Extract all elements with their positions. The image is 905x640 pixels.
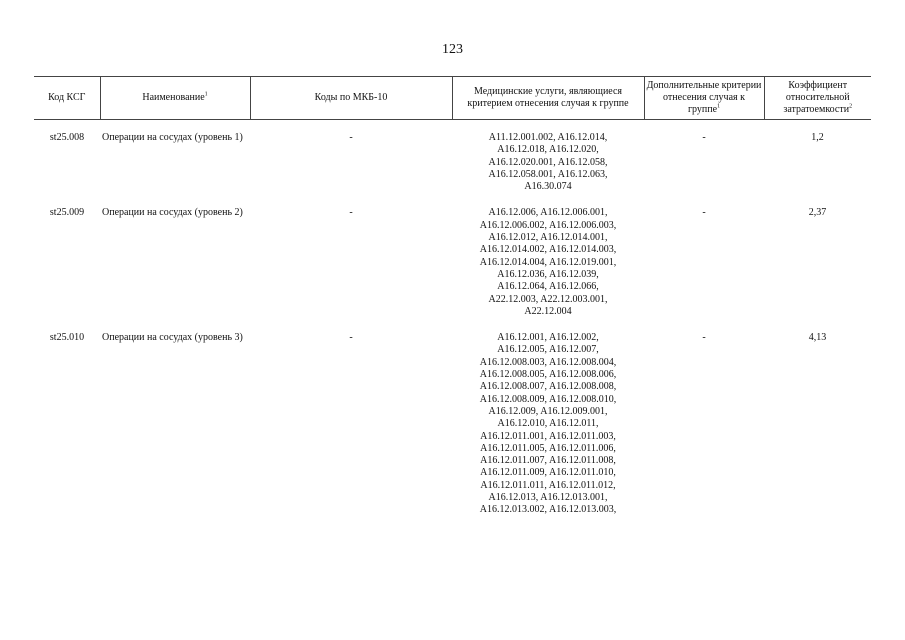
- service-code-line: A16.12.005, A16.12.007,: [497, 344, 599, 356]
- medical-services-cell: [452, 207, 644, 318]
- header-name: Наименование$^1$: [100, 77, 250, 120]
- coefficient-cell: 2,37: [808, 207, 827, 219]
- ksg-name-cell: Операции на сосудах (уровень 2): [102, 207, 243, 219]
- header-coefficient: Коэффициент относительной затратоемкости$^2$: [764, 77, 871, 120]
- ksg-name-cell: Операции на сосудах (уровень 1): [102, 132, 243, 143]
- header-services: Медицинские услуги, являющиеся критерием отнесения случая к группе: [452, 77, 644, 120]
- service-code-line: A16.12.008.009, A16.12.008.010,: [479, 393, 617, 405]
- service-code-line: A16.12.008.007, A16.12.008.008,: [479, 381, 617, 393]
- table-body: [34, 120, 871, 517]
- service-code-line: A16.12.010, A16.12.011,: [497, 418, 599, 430]
- service-code-line: A16.12.011.001, A16.12.011.003,: [480, 430, 616, 442]
- table-row: [34, 132, 871, 193]
- ksg-code-cell: st25.010: [49, 332, 85, 344]
- service-code-line: A16.12.058.001, A16.12.063,: [488, 168, 608, 180]
- additional-criteria-cell: -: [702, 207, 706, 219]
- service-code-line: A16.12.013.002, A16.12.013.003,: [479, 504, 617, 516]
- service-code-line: A16.12.018, A16.12.020,: [497, 144, 599, 156]
- service-code-line: A16.12.006.002, A16.12.006.003,: [479, 219, 617, 231]
- ksg-name-cell: Операции на сосудах (уровень 3): [102, 332, 243, 344]
- service-code-line: A16.12.008.005, A16.12.008.006,: [479, 369, 617, 381]
- table-header-row: [34, 77, 871, 120]
- ksg-code-cell: st25.008: [49, 132, 85, 143]
- service-code-line: A16.12.006, A16.12.006.001,: [488, 207, 608, 219]
- service-code-line: A16.12.013, A16.12.013.001,: [488, 492, 608, 504]
- service-code-line: A16.12.001, A16.12.002,: [497, 332, 599, 344]
- coefficient-cell: 4,13: [808, 332, 827, 344]
- service-code-line: A22.12.003, A22.12.003.001,: [488, 293, 608, 305]
- service-code-line: A16.12.014.004, A16.12.019.001,: [479, 256, 617, 268]
- service-code-line: A16.12.011.005, A16.12.011.006,: [480, 442, 616, 454]
- service-code-line: A11.12.001.002, A16.12.014,: [488, 132, 608, 143]
- coefficient-cell: 1,2: [811, 132, 824, 143]
- additional-criteria-cell: -: [702, 332, 706, 344]
- header-criteria: Дополнительные критерии отнесения случая к группе$^1$: [644, 77, 764, 120]
- service-code-line: A16.12.009, A16.12.009.001,: [488, 405, 608, 417]
- ksg-code-cell: st25.009: [49, 207, 85, 219]
- table-row: [34, 332, 871, 516]
- mkb-codes-cell: -: [349, 132, 353, 143]
- header-code: Код КСГ: [34, 77, 100, 120]
- page-number: 123: [442, 42, 463, 57]
- service-code-line: A16.30.074: [524, 181, 572, 193]
- service-code-line: A16.12.064, A16.12.066,: [497, 281, 599, 293]
- header-mkb: Коды по МКБ-10: [250, 77, 452, 120]
- service-code-line: A16.12.011.011, A16.12.011.012,: [480, 479, 616, 491]
- table-row: [34, 207, 871, 318]
- service-code-line: A16.12.036, A16.12.039,: [497, 268, 599, 280]
- mkb-codes-cell: -: [349, 207, 353, 219]
- service-code-line: A16.12.012, A16.12.014.001,: [488, 232, 608, 244]
- service-code-line: A16.12.020.001, A16.12.058,: [488, 156, 608, 168]
- ksg-table: [34, 76, 871, 517]
- mkb-codes-cell: -: [349, 332, 353, 344]
- service-code-line: A16.12.008.003, A16.12.008.004,: [479, 356, 617, 368]
- service-code-line: A16.12.011.009, A16.12.011.010,: [480, 467, 616, 479]
- medical-services-cell: [452, 332, 644, 516]
- service-code-line: A16.12.011.007, A16.12.011.008,: [480, 455, 616, 467]
- additional-criteria-cell: -: [702, 132, 706, 143]
- service-code-line: A22.12.004: [524, 305, 572, 317]
- service-code-line: A16.12.014.002, A16.12.014.003,: [479, 244, 617, 256]
- medical-services-cell: [452, 132, 644, 193]
